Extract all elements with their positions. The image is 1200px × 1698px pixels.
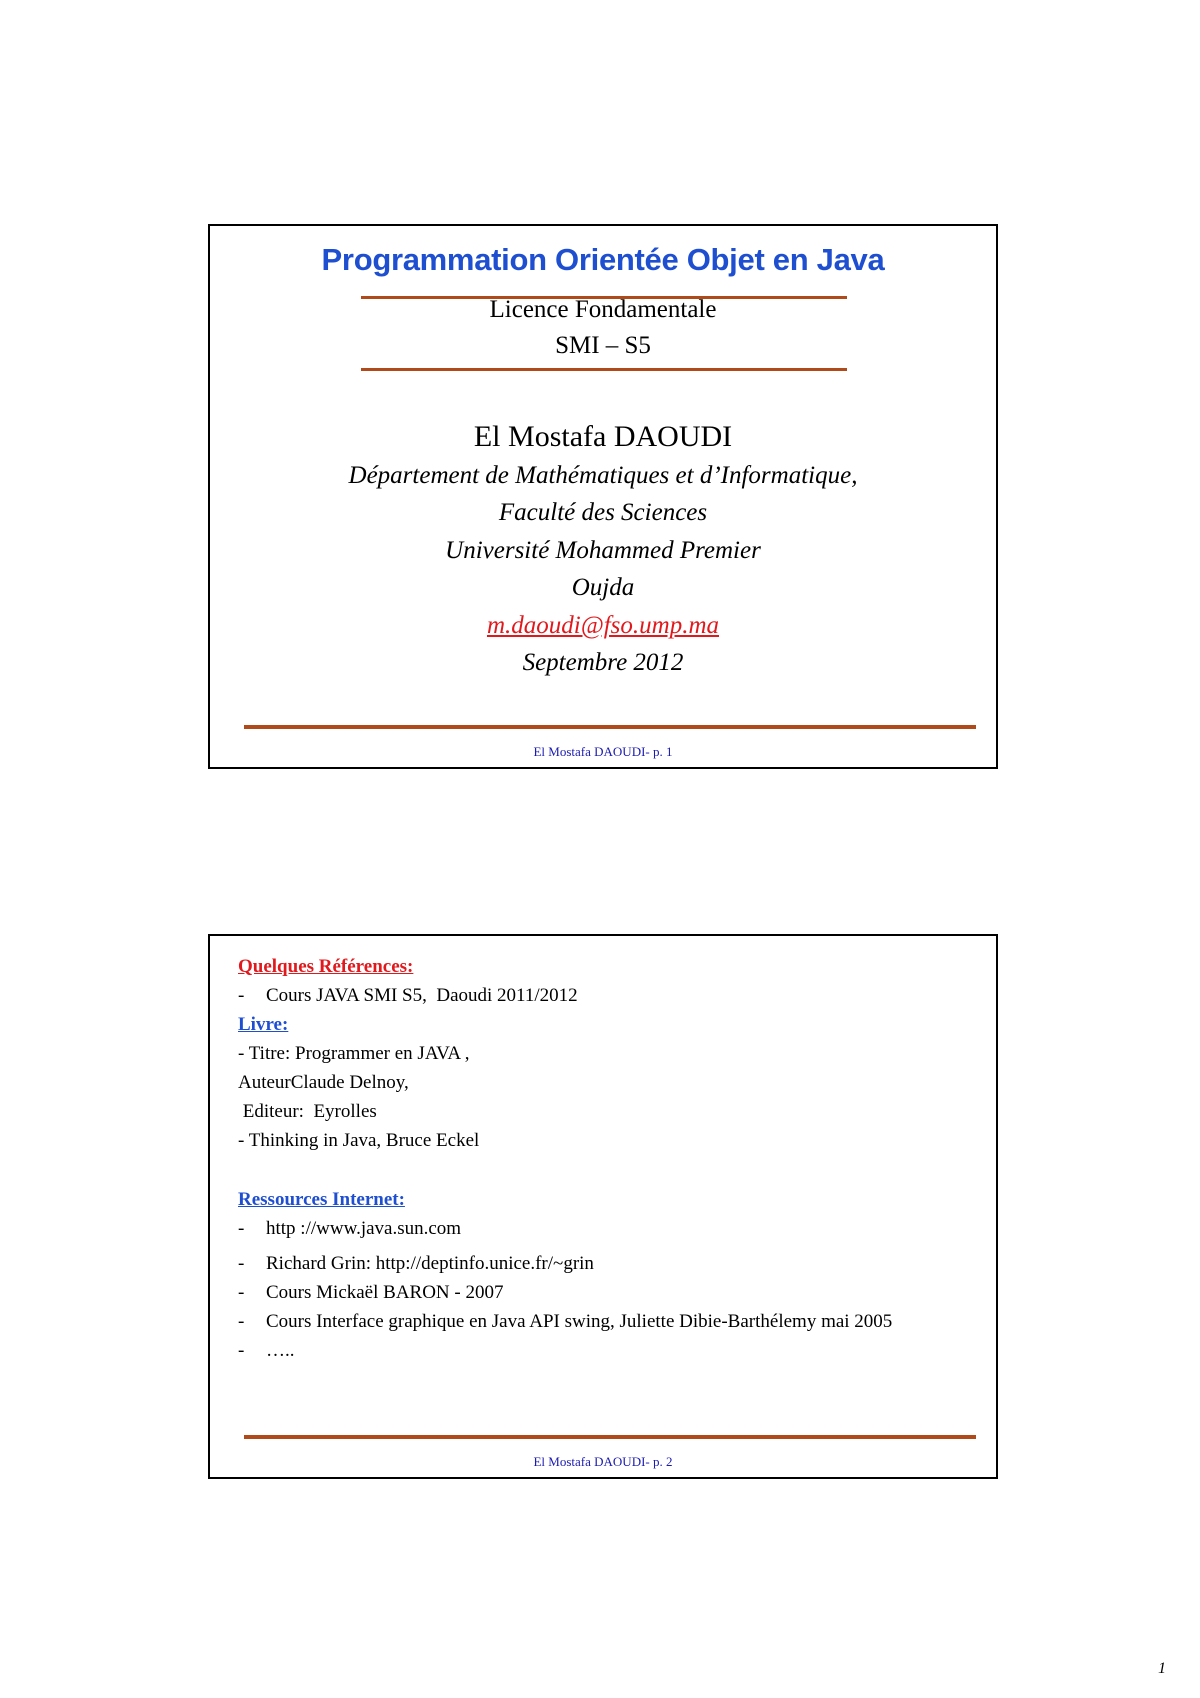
books-heading: Livre:: [238, 1014, 289, 1035]
affiliation-department: Département de Mathématiques et d’Informatique,: [348, 462, 858, 489]
email-link[interactable]: m.daoudi@fso.ump.ma: [486, 612, 720, 639]
book-line: - Thinking in Java, Bruce Eckel: [238, 1130, 480, 1151]
affiliation-city: Oujda: [571, 574, 635, 601]
author-name: El Mostafa DAOUDI: [473, 420, 733, 453]
affiliation-faculty: Faculté des Sciences: [498, 499, 708, 526]
slide-2: [208, 934, 998, 1479]
internet-heading: Ressources Internet:: [238, 1189, 405, 1210]
references-heading: Quelques Références:: [238, 956, 414, 977]
page-number: 1: [1158, 1660, 1166, 1677]
slide-footer: El Mostafa DAOUDI- p. 1: [533, 744, 673, 759]
slide-1: [208, 224, 998, 769]
list-item: - Cours Interface graphique en Java API swing, Juliette Dibie-Barthélemy mai 2005: [238, 1311, 893, 1332]
title-rule-bottom: [361, 368, 847, 371]
slide-footer: El Mostafa DAOUDI- p. 2: [533, 1454, 673, 1469]
subtitle-smi: SMI – S5: [555, 332, 651, 359]
slide-title: Programmation Orientée Objet en Java: [321, 242, 885, 277]
affiliation-university: Université Mohammed Premier: [445, 537, 761, 564]
date: Septembre 2012: [522, 649, 684, 676]
list-item: - http ://www.java.sun.com: [238, 1218, 462, 1239]
book-line: AuteurClaude Delnoy,: [238, 1072, 409, 1093]
book-line: Editeur: Eyrolles: [238, 1101, 377, 1122]
list-item: - Richard Grin: http://deptinfo.unice.fr/~grin: [238, 1253, 594, 1274]
list-item: - Cours Mickaël BARON - 2007: [238, 1282, 504, 1303]
list-item: - …..: [238, 1340, 295, 1361]
references-content: [238, 952, 976, 1365]
subtitle-licence: Licence Fondamentale: [489, 296, 717, 323]
footer-rule: [244, 725, 976, 729]
book-line: - Titre: Programmer en JAVA ,: [238, 1043, 470, 1064]
list-item: - Cours JAVA SMI S5, Daoudi 2011/2012: [238, 985, 578, 1006]
footer-rule: [244, 1435, 976, 1439]
